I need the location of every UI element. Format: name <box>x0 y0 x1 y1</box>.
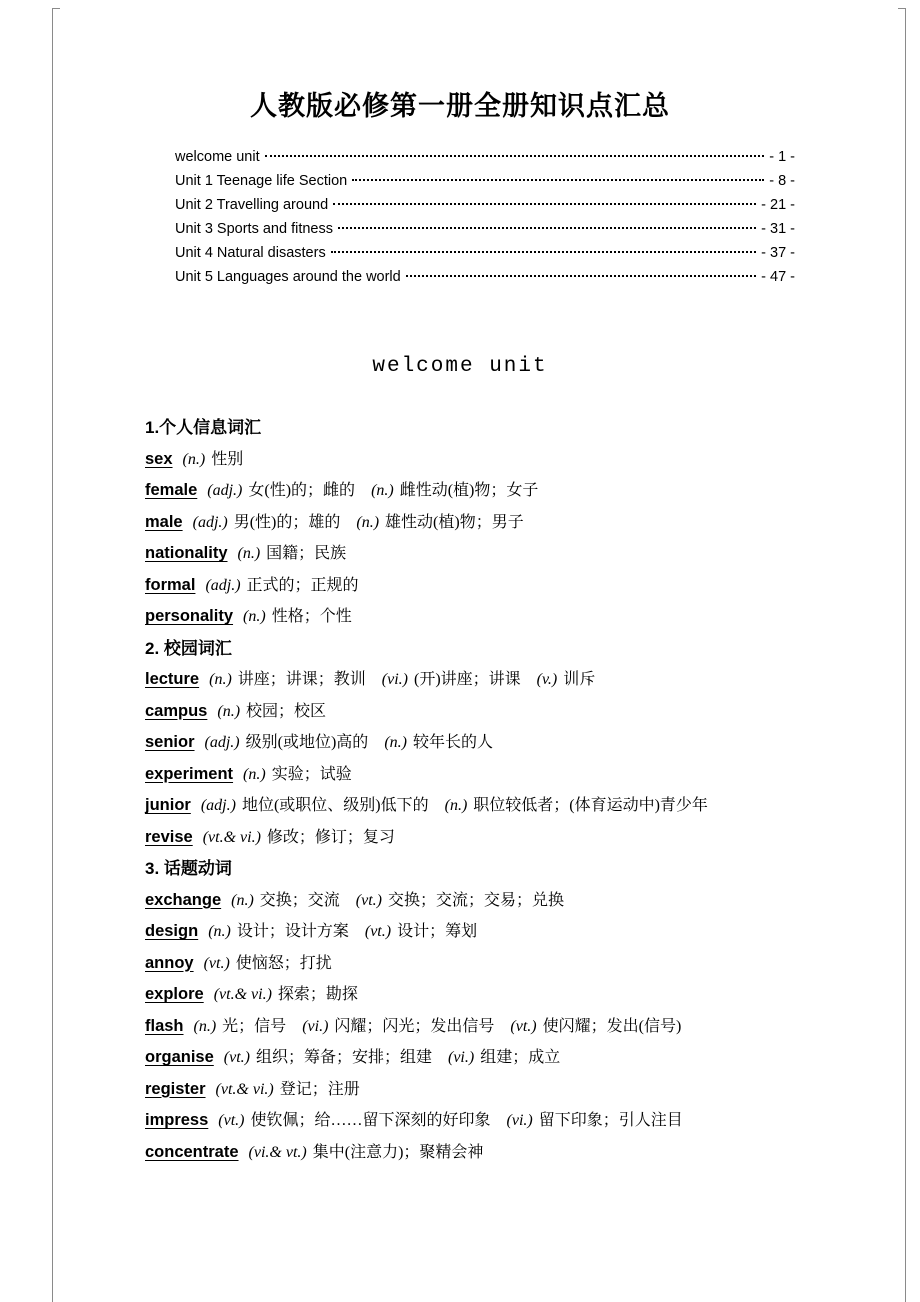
vocab-sense <box>371 482 538 499</box>
vocab-sense <box>231 892 340 909</box>
part-of-speech: (v.) <box>536 671 558 688</box>
vocab-group <box>145 853 862 1168</box>
vocab-word: exchange <box>145 890 222 909</box>
part-of-speech: (vi.& vt.) <box>248 1143 307 1161</box>
vocab-sense <box>249 1144 484 1161</box>
definition: 校园；校区 <box>246 702 327 720</box>
vocab-sense <box>217 703 326 720</box>
vocab-sense <box>209 671 366 688</box>
vocab-word: female <box>145 481 198 499</box>
vocab-entry <box>145 790 862 822</box>
vocab-entry <box>145 444 862 476</box>
part-of-speech: (n.) <box>237 545 261 562</box>
toc-page-number: - 47 - <box>761 269 795 285</box>
definition: 使闪耀；发出(信号) <box>542 1017 682 1035</box>
vocab-group-title: 3. 话题动词 <box>145 859 232 878</box>
vocab-word: sex <box>145 449 173 468</box>
vocab-sense <box>507 1112 683 1129</box>
vocab-sense <box>445 797 708 814</box>
toc-dot-leader <box>333 203 756 205</box>
vocab-entry <box>145 822 862 854</box>
part-of-speech: (vi.) <box>448 1049 475 1066</box>
toc-dot-leader <box>338 227 756 229</box>
vocab-entry <box>145 727 862 759</box>
vocab-entry <box>145 570 862 602</box>
part-of-speech: (adj.) <box>200 797 236 814</box>
definition: 组建；成立 <box>480 1049 561 1066</box>
toc-row[interactable] <box>175 245 795 269</box>
part-of-speech: (vt.) <box>223 1049 250 1066</box>
vocab-entry <box>145 948 862 980</box>
vocab-sense <box>243 766 352 783</box>
definition: 性别 <box>211 450 244 468</box>
vocab-sections <box>145 412 862 1168</box>
vocab-sense <box>243 608 352 625</box>
part-of-speech: (n.) <box>193 1017 217 1035</box>
definition: 国籍；民族 <box>266 545 347 562</box>
part-of-speech: (vt.& vi.) <box>213 986 272 1003</box>
toc-dot-leader <box>352 179 764 181</box>
part-of-speech: (vt.) <box>203 954 230 972</box>
definition: 交换；交流；交易；兑换 <box>388 891 565 909</box>
definition: 交换；交流 <box>259 891 340 909</box>
vocab-sense <box>208 923 349 940</box>
definition: 地位(或职位、级别)低下的 <box>241 797 429 814</box>
vocab-word: experiment <box>145 764 234 783</box>
vocab-word: impress <box>145 1111 209 1129</box>
vocab-entry <box>145 885 862 917</box>
vocab-entry <box>145 664 862 696</box>
vocab-group <box>145 633 862 854</box>
vocab-sense <box>356 892 564 909</box>
part-of-speech: (vi.) <box>506 1112 533 1129</box>
definition: 闪耀；闪光；发出信号 <box>334 1017 495 1035</box>
definition: 留下印象；引人注目 <box>538 1112 683 1129</box>
definition: 男(性)的；雄的 <box>233 513 341 531</box>
part-of-speech: (vt.) <box>510 1017 537 1035</box>
part-of-speech: (vt.) <box>355 891 382 909</box>
definition: 讲座；讲课；教训 <box>237 671 366 688</box>
vocab-word: junior <box>145 796 191 814</box>
part-of-speech: (n.) <box>371 482 394 499</box>
part-of-speech: (n.) <box>243 765 266 783</box>
vocab-sense <box>207 482 355 499</box>
vocab-sense <box>218 1112 490 1129</box>
vocab-sense <box>205 734 369 751</box>
page-boundary-left <box>52 8 53 1302</box>
vocab-sense <box>238 545 347 562</box>
vocab-word: campus <box>145 701 208 720</box>
definition: 登记；注册 <box>279 1080 360 1098</box>
vocab-entry <box>145 916 862 948</box>
definition: 集中(注意力)；聚精会神 <box>312 1143 484 1161</box>
part-of-speech: (n.) <box>208 923 231 940</box>
part-of-speech: (adj.) <box>205 576 241 594</box>
vocab-word: revise <box>145 827 193 846</box>
definition: 设计；筹划 <box>397 923 478 940</box>
definition: 训斥 <box>563 671 596 688</box>
vocab-entry <box>145 1137 862 1169</box>
vocab-sense <box>204 955 332 972</box>
part-of-speech: (vi.) <box>302 1017 329 1035</box>
vocab-entries <box>145 444 862 633</box>
vocab-sense <box>365 923 477 940</box>
toc <box>175 149 795 293</box>
definition: 正式的；正规的 <box>246 576 359 594</box>
toc-label[interactable]: Unit 3 Sports and fitness <box>175 221 333 237</box>
toc-page-number: - 37 - <box>761 245 795 261</box>
part-of-speech: (n.) <box>444 797 468 814</box>
part-of-speech: (n.) <box>384 734 407 751</box>
vocab-sense <box>203 829 395 846</box>
toc-page-number: - 1 - <box>769 149 795 165</box>
vocab-entry <box>145 538 862 570</box>
vocab-entry <box>145 1011 862 1043</box>
part-of-speech: (adj.) <box>192 513 228 531</box>
part-of-speech: (n.) <box>209 671 232 688</box>
vocab-sense <box>183 451 244 468</box>
part-of-speech: (vt.) <box>364 923 392 940</box>
vocab-word: formal <box>145 575 196 594</box>
definition: 雌性动(植)物；女子 <box>399 482 539 499</box>
vocab-sense <box>384 734 493 751</box>
definition: 使恼怒；打扰 <box>235 954 332 972</box>
vocab-word: register <box>145 1079 206 1098</box>
definition: 较年长的人 <box>412 734 493 751</box>
vocab-word: senior <box>145 733 195 751</box>
vocab-entry <box>145 979 862 1011</box>
part-of-speech: (n.) <box>231 891 254 909</box>
vocab-word: organise <box>145 1048 214 1066</box>
vocab-sense <box>510 1018 681 1035</box>
toc-row[interactable] <box>175 173 795 197</box>
part-of-speech: (n.) <box>243 608 266 625</box>
vocab-sense <box>214 986 358 1003</box>
document-title: 人教版必修第一册全册知识点汇总 <box>250 91 670 121</box>
part-of-speech: (vt.& vi.) <box>202 828 261 846</box>
page-boundary-right <box>905 8 906 1302</box>
vocab-entry <box>145 507 862 539</box>
vocab-entry <box>145 696 862 728</box>
vocab-group-title: 2. 校园词汇 <box>145 638 232 658</box>
definition: 修改；修订；复习 <box>266 828 395 846</box>
definition: 光；信号 <box>222 1017 287 1035</box>
vocab-entry <box>145 601 862 633</box>
part-of-speech: (n.) <box>217 702 241 720</box>
vocab-word: lecture <box>145 670 200 688</box>
toc-dot-leader <box>331 251 756 253</box>
toc-row[interactable] <box>175 269 795 293</box>
definition: 雄性动(植)物；男子 <box>385 513 524 531</box>
vocab-sense <box>194 1018 287 1035</box>
toc-dot-leader <box>406 275 756 277</box>
toc-label[interactable]: Unit 4 Natural disasters <box>175 245 326 261</box>
definition: 职位较低者；(体育运动中)青少年 <box>473 797 708 814</box>
vocab-entry <box>145 1105 862 1137</box>
definition: 探索；勘探 <box>277 986 358 1003</box>
vocab-word: nationality <box>145 544 228 562</box>
toc-label[interactable]: welcome unit <box>175 149 260 165</box>
definition: 级别(或地位)高的 <box>245 734 369 751</box>
part-of-speech: (adj.) <box>207 482 243 499</box>
toc-page-number: - 8 - <box>769 173 795 189</box>
toc-row[interactable] <box>175 149 795 173</box>
vocab-entry <box>145 759 862 791</box>
definition: 女(性)的；雌的 <box>248 482 356 499</box>
vocab-sense <box>382 671 521 688</box>
vocab-word: personality <box>145 607 234 625</box>
vocab-group-title: 1.个人信息词汇 <box>145 418 262 437</box>
vocab-sense <box>201 797 429 814</box>
vocab-entries <box>145 885 862 1169</box>
vocab-entry <box>145 1074 862 1106</box>
toc-dot-leader <box>265 155 765 157</box>
part-of-speech: (vt.) <box>218 1112 245 1129</box>
vocab-sense <box>216 1081 360 1098</box>
vocab-sense <box>193 514 341 531</box>
vocab-word: annoy <box>145 953 194 972</box>
vocab-word: concentrate <box>145 1142 239 1161</box>
part-of-speech: (n.) <box>182 450 206 468</box>
vocab-entry <box>145 475 862 507</box>
definition: 使钦佩；给……留下深刻的好印象 <box>250 1112 491 1129</box>
vocab-group <box>145 412 862 633</box>
vocab-word: explore <box>145 985 204 1003</box>
definition: 设计；设计方案 <box>236 923 349 940</box>
vocab-sense <box>224 1049 432 1066</box>
vocab-entry <box>145 1042 862 1074</box>
definition: 实验；试验 <box>271 765 352 783</box>
toc-page-number: - 21 - <box>761 197 795 213</box>
part-of-speech: (vi.) <box>381 671 408 688</box>
toc-page-number: - 31 - <box>761 221 795 237</box>
toc-row[interactable] <box>175 221 795 245</box>
definition: (开)讲座；讲课 <box>413 671 521 688</box>
toc-row[interactable] <box>175 197 795 221</box>
vocab-entries <box>145 664 862 853</box>
unit-heading: welcome unit <box>372 355 548 378</box>
vocab-word: design <box>145 922 199 940</box>
toc-label[interactable]: Unit 5 Languages around the world <box>175 269 401 285</box>
toc-label[interactable]: Unit 1 Teenage life Section <box>175 173 348 189</box>
vocab-word: flash <box>145 1016 184 1035</box>
vocab-sense <box>448 1049 560 1066</box>
vocab-sense <box>537 671 596 688</box>
part-of-speech: (n.) <box>356 513 380 531</box>
vocab-word: male <box>145 512 183 531</box>
definition: 性格；个性 <box>271 608 352 625</box>
vocab-sense <box>205 577 358 594</box>
vocab-sense <box>356 514 523 531</box>
toc-label[interactable]: Unit 2 Travelling around <box>175 197 329 213</box>
vocab-sense <box>302 1018 494 1035</box>
part-of-speech: (vt.& vi.) <box>215 1080 274 1098</box>
definition: 组织；筹备；安排；组建 <box>255 1049 432 1066</box>
part-of-speech: (adj.) <box>204 734 240 751</box>
